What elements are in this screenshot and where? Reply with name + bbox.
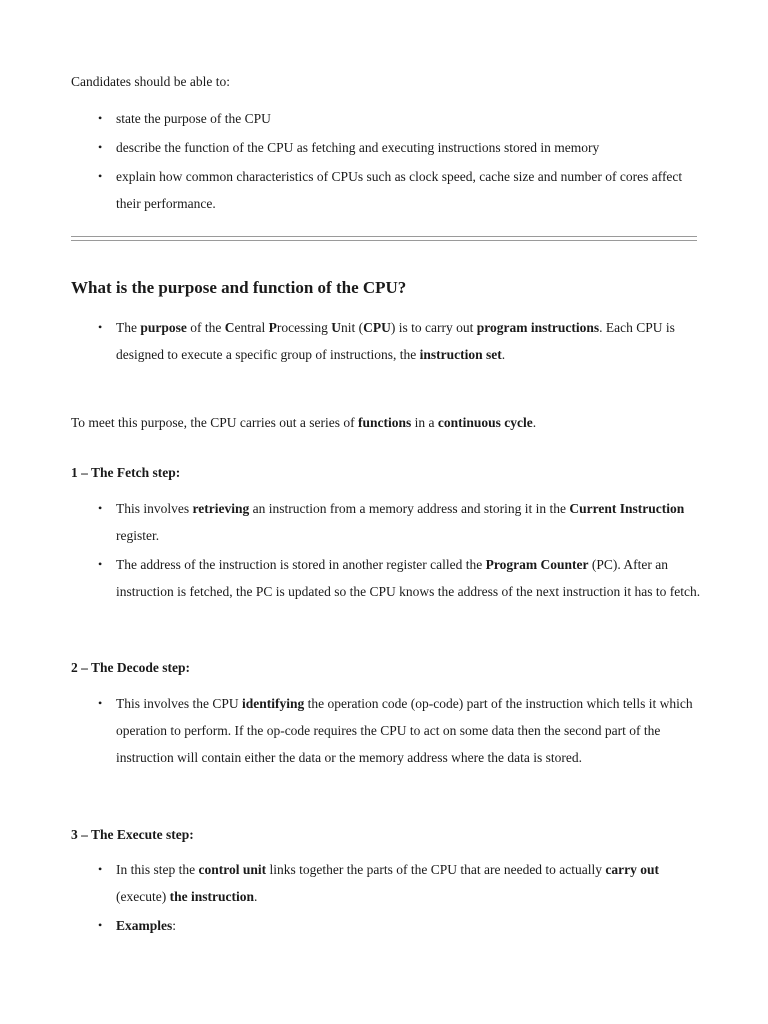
list-item: [0, 314, 768, 368]
bullet-icon: •: [98, 696, 103, 710]
section-heading: What is the purpose and function of the CPU?: [71, 278, 407, 297]
decode-text: This involves the CPU identifying the operation code (op-code) part of the instruction which tells it which operation to perform. If the op-code requires the CPU to act on some data then the second part of the instruction will contain either the data or the memory address where the data is stored.: [116, 696, 693, 765]
objectives-list: [0, 105, 768, 219]
fetch-step-title: 1 – The Fetch step:: [71, 465, 181, 480]
cycle-paragraph: To meet this purpose, the CPU carries out a series of functions in a continuous cycle.: [71, 415, 537, 430]
fetch-list: [0, 495, 768, 607]
list-item: [0, 912, 768, 939]
list-item: [0, 856, 768, 910]
intro-lead: Candidates should be able to:: [71, 74, 230, 89]
bullet-icon: •: [98, 862, 103, 876]
list-item: [0, 163, 768, 217]
bullet-icon: •: [98, 557, 103, 571]
execute-text: In this step the control unit links together the parts of the CPU that are needed to actually carry out (execute) the instruction.: [116, 862, 660, 904]
decode-step-title: 2 – The Decode step:: [71, 660, 190, 675]
purpose-list: [0, 314, 768, 370]
bullet-icon: •: [98, 111, 103, 125]
list-item: [0, 105, 768, 132]
list-item: [0, 134, 768, 161]
bullet-icon: •: [98, 320, 103, 334]
bullet-icon: •: [98, 169, 103, 183]
list-item: [0, 551, 768, 605]
execute-list: [0, 856, 768, 941]
bullet-icon: •: [98, 918, 103, 932]
fetch-text: The address of the instruction is stored in another register called the Program Counter (PC). After an instruction is fetched, the PC is updated so the CPU knows the address of the next instruction it has to fetch.: [116, 557, 701, 599]
purpose-text: The purpose of the Central Processing Unit (CPU) is to carry out program instructions. Each CPU is designed to execute a specific group of instructions, the instruction set.: [116, 320, 675, 362]
list-item: [0, 495, 768, 549]
section-divider: [71, 236, 697, 241]
fetch-text: This involves retrieving an instruction from a memory address and storing it in the Current Instruction register.: [116, 501, 685, 543]
objective-text: state the purpose of the CPU: [116, 111, 271, 126]
examples-text: Examples:: [116, 918, 177, 933]
objective-text: explain how common characteristics of CPUs such as clock speed, cache size and number of cores affect their performance.: [116, 169, 683, 211]
bullet-icon: •: [98, 501, 103, 515]
decode-list: [0, 690, 768, 773]
list-item: [0, 690, 768, 771]
execute-step-title: 3 – The Execute step:: [71, 827, 194, 842]
objective-text: describe the function of the CPU as fetching and executing instructions stored in memory: [116, 140, 600, 155]
bullet-icon: •: [98, 140, 103, 154]
